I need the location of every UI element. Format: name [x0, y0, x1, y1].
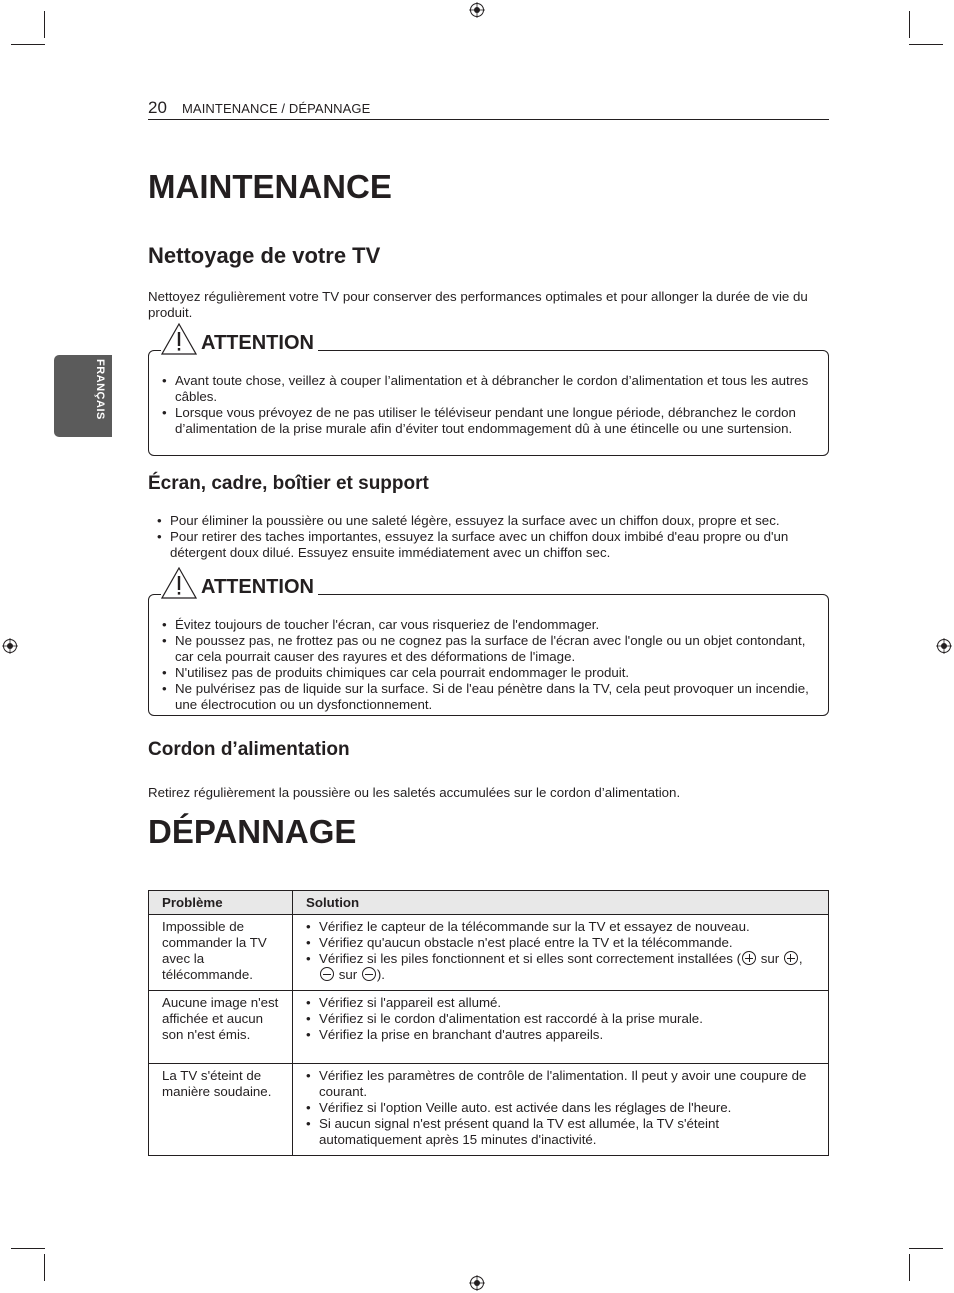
- crop-mark: [44, 1254, 45, 1281]
- attention-header: [161, 325, 318, 355]
- minus-terminal-icon: [320, 967, 334, 981]
- battery-text: Vérifiez si les piles fonctionnent et si elles sont correctement installées (: [319, 951, 742, 966]
- list-item: • Avant toute chose, veillez à couper l’alimentation et à débrancher le cordon d’alimentation et tous les autres câbles.: [149, 373, 819, 405]
- list-item: • Ne poussez pas, ne frottez pas ou ne cognez pas la surface de l'écran avec l'ongle ou un objet contondant, car cela pourrait causer des rayures et des déformations de l'image.: [149, 633, 809, 665]
- list-item: • Si aucun signal n'est présent quand la TV est allumée, la TV s'éteint automatiquement après 15 minutes d'inactivité.: [306, 1116, 815, 1148]
- attention-label: ATTENTION: [201, 332, 314, 354]
- list-item: • Vérifiez si l'option Veille auto. est activée dans les réglages de l'heure.: [306, 1100, 815, 1116]
- crop-mark: [909, 1254, 910, 1281]
- attention-list: [149, 617, 809, 713]
- running-title: MAINTENANCE / DÉPANNAGE: [182, 101, 371, 116]
- problem-cell: Aucune image n'est affichée et aucun son n'est émis.: [149, 991, 293, 1064]
- column-header-problem: Problème: [149, 891, 293, 915]
- battery-text: ).: [376, 967, 385, 982]
- column-header-solution: Solution: [293, 891, 829, 915]
- list-item: • Évitez toujours de toucher l'écran, car vous risqueriez de l'endommager.: [149, 617, 809, 633]
- crop-mark: [11, 1248, 45, 1249]
- cord-text: Retirez régulièrement la poussière ou les saletés accumulées sur le cordon d’alimentation.: [148, 785, 681, 800]
- solution-list: [306, 1068, 815, 1148]
- table-row: [149, 991, 829, 1064]
- crop-mark: [44, 11, 45, 38]
- cord-heading: Cordon d’alimentation: [148, 739, 350, 760]
- cleaning-intro: Nettoyez régulièrement votre TV pour conserver des performances optimales et pour allonger la durée de vie du produit.: [148, 289, 808, 320]
- language-tab-label: FRANÇAIS: [94, 359, 106, 420]
- maintenance-title: MAINTENANCE: [148, 168, 392, 205]
- list-item: • Vérifiez les paramètres de contrôle de l'alimentation. Il peut y avoir une coupure de courant.: [306, 1068, 815, 1100]
- warning-triangle-icon: [161, 567, 197, 599]
- plus-terminal-icon: [784, 951, 798, 965]
- list-item: • Pour éliminer la poussière ou une saleté légère, essuyez la surface avec un chiffon doux, propre et sec.: [144, 513, 834, 529]
- list-item: • Ne pulvérisez pas de liquide sur la surface. Si de l'eau pénètre dans la TV, cela peut provoquer un incendie, une électrocution ou un dysfonctionnement.: [149, 681, 809, 713]
- attention-label: ATTENTION: [201, 576, 314, 598]
- solution-cell: [293, 915, 829, 991]
- list-item: • Vérifiez si l'appareil est allumé.: [306, 995, 815, 1011]
- registration-mark-icon: [2, 638, 18, 654]
- troubleshooting-table: [148, 890, 829, 1156]
- troubleshooting-title: DÉPANNAGE: [148, 813, 357, 850]
- table-header-row: [149, 891, 829, 915]
- minus-terminal-icon: [362, 967, 376, 981]
- solution-list: [306, 919, 815, 983]
- attention-list: [149, 373, 819, 437]
- registration-mark-icon: [936, 638, 952, 654]
- list-item: • Vérifiez qu'aucun obstacle n'est placé entre la TV et la télécommande.: [306, 935, 815, 951]
- list-item: • Pour retirer des taches importantes, essuyez la surface avec un chiffon doux imbibé d'eau propre ou d'un détergent doux dilué. Essuyez ensuite immédiatement avec un chiffon sec.: [144, 529, 834, 561]
- battery-text: ,: [798, 951, 803, 966]
- table-row: [149, 915, 829, 991]
- language-tab: [54, 355, 112, 437]
- list-item: • Vérifiez si le cordon d'alimentation est raccordé à la prise murale.: [306, 1011, 815, 1027]
- solution-list: [306, 995, 815, 1043]
- list-item: • Vérifiez le capteur de la télécommande sur la TV et essayez de nouveau.: [306, 919, 815, 935]
- screen-list: [144, 513, 834, 561]
- plus-terminal-icon: [742, 951, 756, 965]
- solution-cell: [293, 1064, 829, 1156]
- warning-triangle-icon: [161, 323, 197, 355]
- attention-header: [161, 569, 318, 599]
- registration-mark-icon: [469, 2, 485, 18]
- crop-mark: [11, 44, 45, 45]
- cleaning-heading: Nettoyage de votre TV: [148, 243, 381, 268]
- page-number: 20: [148, 98, 167, 117]
- crop-mark: [909, 11, 910, 38]
- table-row: [149, 1064, 829, 1156]
- registration-mark-icon: [469, 1275, 485, 1291]
- attention-box: [148, 332, 829, 456]
- page-header: [148, 98, 829, 120]
- list-item: • Vérifiez la prise en branchant d'autres appareils.: [306, 1027, 815, 1043]
- battery-text: sur: [757, 951, 783, 966]
- battery-text: sur: [335, 967, 361, 982]
- solution-cell: [293, 991, 829, 1064]
- problem-cell: La TV s'éteint de manière soudaine.: [149, 1064, 293, 1156]
- crop-mark: [909, 44, 943, 45]
- problem-cell: Impossible de commander la TV avec la télécommande.: [149, 915, 293, 991]
- crop-mark: [909, 1248, 943, 1249]
- list-item: • Lorsque vous prévoyez de ne pas utiliser le téléviseur pendant une longue période, débranchez le cordon d’alimentation de la prise murale afin d’éviter tout endommagement dû à une étincelle ou une surtension.: [149, 405, 819, 437]
- list-item: [306, 951, 815, 983]
- list-item: • N'utilisez pas de produits chimiques car cela pourrait endommager le produit.: [149, 665, 809, 681]
- attention-box: [148, 576, 829, 716]
- screen-heading: Écran, cadre, boîtier et support: [148, 473, 429, 494]
